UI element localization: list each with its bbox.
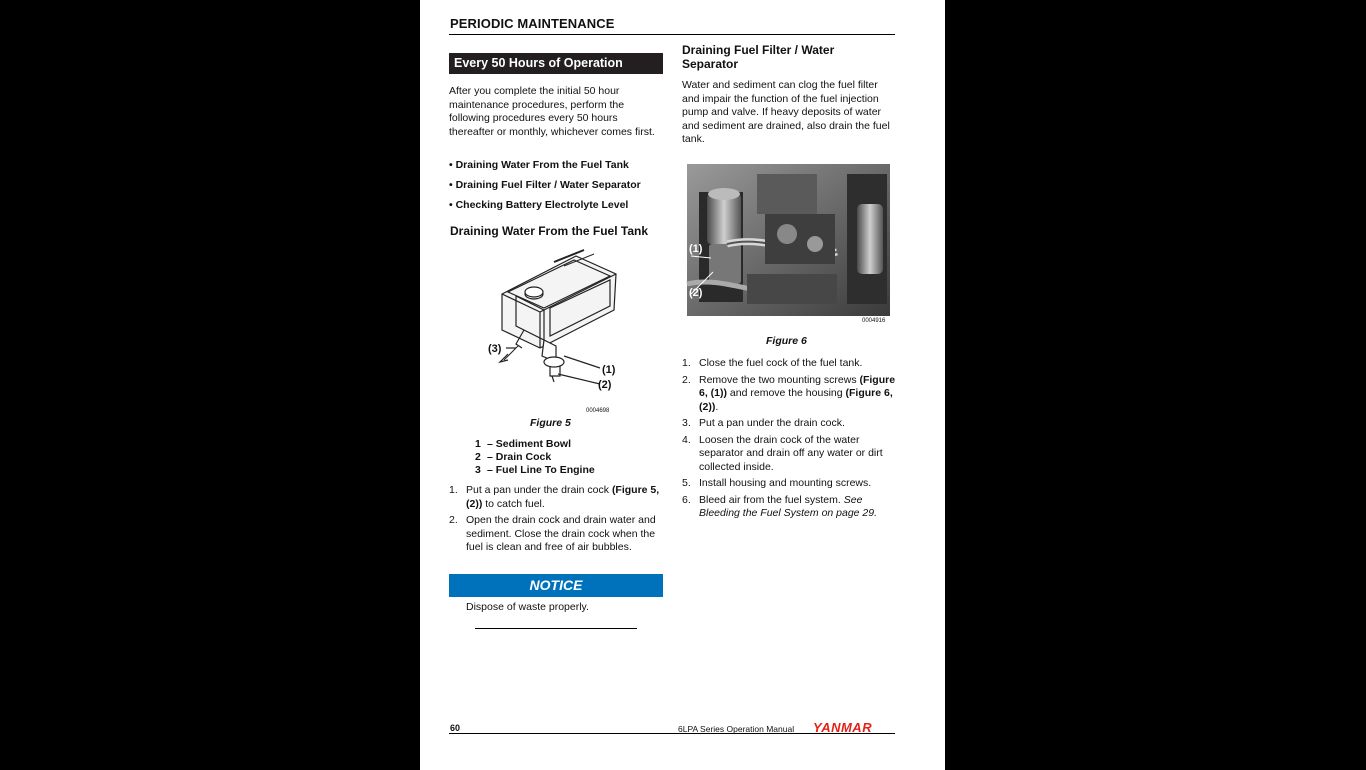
header-rule: [449, 34, 895, 35]
figure5-callout-3: (3): [488, 343, 502, 355]
figure5-callout-1: (1): [602, 364, 616, 376]
legend-item: 2 – Drain Cock: [475, 451, 552, 463]
intro-paragraph: After you complete the initial 50 hour maintenance procedures, perform the following procedures every 50 hours thereafter or monthly, whichever comes first.: [449, 85, 655, 138]
step-item: 2. Remove the two mounting screws (Figure 6, (1)) and remove the housing (Figure 6, (2)).: [682, 373, 896, 413]
figure5-callout-2: (2): [598, 379, 612, 391]
figure5-caption: Figure 5: [530, 417, 571, 429]
legend-item: 3 – Fuel Line To Engine: [475, 464, 595, 476]
manual-page: [420, 0, 945, 770]
step-item: 2. Open the drain cock and drain water and sediment. Close the drain cock when the fuel is clean and free of air bubbles.: [449, 514, 656, 553]
figure6-callout-1: (1): [689, 243, 703, 255]
step-item: 4. Loosen the drain cock of the water separator and drain off any water or dirt collected inside.: [682, 433, 883, 473]
bullet-item: • Draining Fuel Filter / Water Separator: [449, 179, 641, 191]
page-header-title: PERIODIC MAINTENANCE: [450, 16, 615, 31]
figure6-callout-2: (2): [689, 287, 703, 299]
figure5-code: 0004698: [586, 408, 610, 414]
cross-reference-link[interactable]: See Bleeding the Fuel System on page 29.: [699, 493, 878, 519]
step-item: 1. Put a pan under the drain cock (Figure 5, (2)) to catch fuel.: [449, 484, 660, 510]
right-steps-list: [682, 357, 896, 524]
bullet-item: • Draining Water From the Fuel Tank: [449, 159, 629, 171]
page-number: 60: [450, 723, 461, 733]
bullet-item: • Checking Battery Electrolyte Level: [449, 199, 629, 211]
figure6-caption: Figure 6: [766, 335, 807, 347]
left-steps-list: [449, 484, 661, 558]
right-subheading: Draining Fuel Filter / Water Separator: [682, 43, 835, 71]
figure5-legend: [475, 438, 595, 477]
step-item: 3. Put a pan under the drain cock.: [682, 417, 845, 429]
section-end-rule: [475, 628, 637, 629]
figure6-code: 0004916: [862, 318, 886, 324]
notice-text: Dispose of waste properly.: [466, 601, 589, 613]
section-title-bar: Every 50 Hours of Operation: [449, 53, 663, 74]
legend-item: 1 – Sediment Bowl: [475, 438, 572, 450]
step-item: 6. Bleed air from the fuel system. See Bleeding the Fuel System on page 29.: [682, 493, 878, 519]
step-item: 1. Close the fuel cock of the fuel tank.: [682, 357, 863, 369]
right-intro-paragraph: Water and sediment can clog the fuel filter and impair the function of the fuel injection pump and valve. If heavy deposits of water and sediment are drained, also drain the fuel tank.: [682, 79, 890, 145]
procedure-bullet-list: [449, 158, 664, 218]
fuel-tank-illustration: [488, 250, 624, 416]
step-item: 5. Install housing and mounting screws.: [682, 477, 872, 489]
left-subheading: Draining Water From the Fuel Tank: [450, 224, 649, 238]
engine-photo: [687, 164, 890, 316]
manual-title: 6LPA Series Operation Manual: [678, 724, 795, 734]
notice-bar: NOTICE: [449, 574, 663, 597]
yanmar-logo: YANMAR: [813, 720, 873, 735]
